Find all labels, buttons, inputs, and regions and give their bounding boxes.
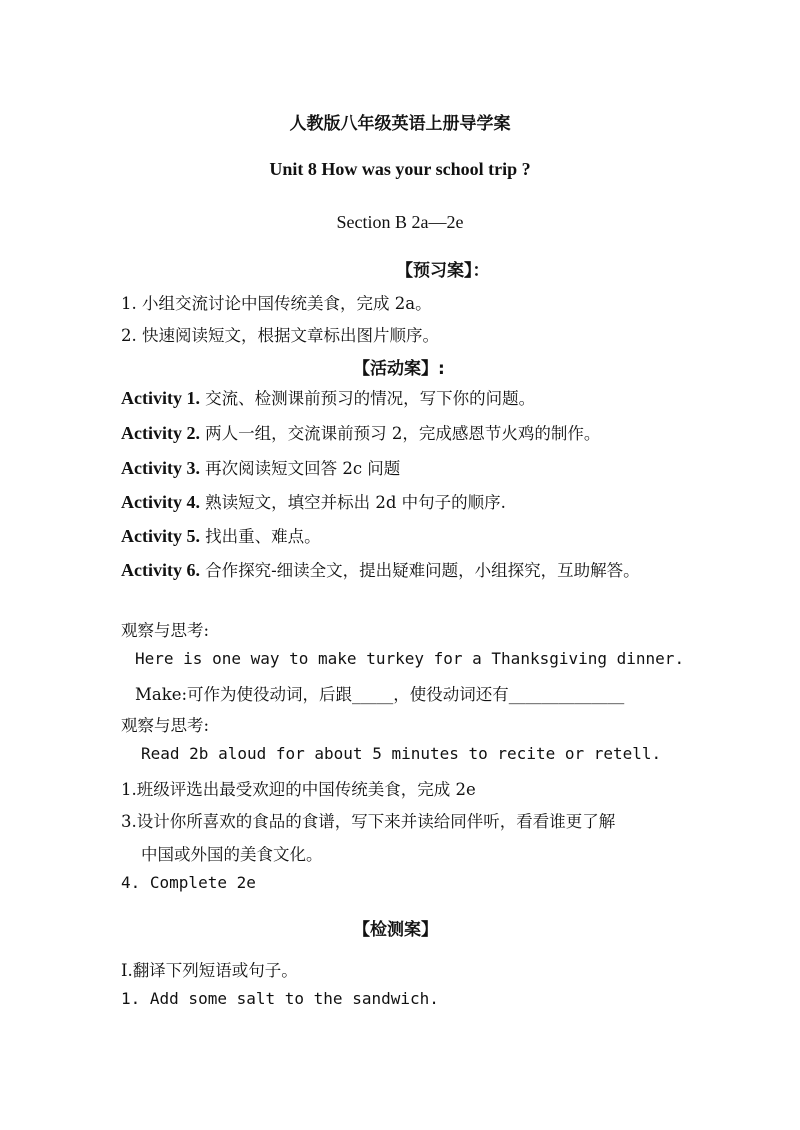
activity-2	[121, 420, 600, 444]
activity-text: 熟读短文，填空并标出 2d 中句子的顺序.	[205, 493, 506, 512]
observe-sentence-2: Read 2b aloud for about 5 minutes to recite or retell.	[141, 744, 662, 763]
activity-text: 合作探究-细读全文，提出疑难问题，小组探究，互助解答。	[205, 561, 640, 580]
activity-label: Activity 2.	[121, 423, 200, 443]
activity-6	[121, 557, 640, 581]
observe-item-3: 3.设计你所喜欢的食品的食谱，写下来并读给同伴听，看看谁更了解	[121, 812, 616, 831]
unit-title: Unit 8 How was your school trip ?	[269, 159, 531, 179]
observe-item-3-cont: 中国或外国的美食文化。	[141, 845, 323, 864]
preview-heading: 【预习案】：	[396, 261, 490, 281]
observe-item-1: 1.班级评选出最受欢迎的中国传统美食，完成 2e	[121, 780, 476, 799]
observe-heading-1: 观察与思考:	[121, 621, 210, 640]
test-heading: 【检测案】	[353, 920, 438, 940]
preview-item-2: 2. 快速阅读短文，根据文章标出图片顺序。	[121, 326, 439, 345]
activity-label: Activity 1.	[121, 388, 200, 408]
activity-text: 两人一组，交流课前预习 2，完成感恩节火鸡的制作。	[205, 424, 601, 443]
observe-sentence-1: Here is one way to make turkey for a Thanksgiving dinner.	[135, 649, 685, 668]
preview-item-1: 1. 小组交流讨论中国传统美食，完成 2a。	[121, 294, 432, 313]
observe-item-4: 4. Complete 2e	[121, 873, 256, 892]
activity-text: 交流、检测课前预习的情况，写下你的问题。	[205, 389, 536, 408]
test-item-1: 1. Add some salt to the sandwich.	[121, 989, 439, 1008]
activity-label: Activity 5.	[121, 526, 200, 546]
activity-5	[121, 523, 321, 547]
activity-3	[121, 455, 400, 479]
activity-text: 再次阅读短文回答 2c 问题	[205, 459, 401, 478]
activity-label: Activity 6.	[121, 560, 200, 580]
activity-1	[121, 385, 535, 409]
observe-heading-2: 观察与思考:	[121, 716, 210, 735]
activity-label: Activity 3.	[121, 458, 200, 478]
test-instruction: I.翻译下列短语或句子。	[121, 961, 298, 980]
activity-text: 找出重、难点。	[205, 527, 321, 546]
activity-4	[121, 489, 506, 513]
activity-heading: 【活动案】:	[353, 359, 445, 379]
section-title: Section B 2a—2e	[336, 212, 464, 232]
observe-note-1: Make:可作为使役动词，后跟_____，使役动词还有______________	[135, 685, 625, 704]
activity-label: Activity 4.	[121, 492, 200, 512]
document-title: 人教版八年级英语上册导学案	[289, 114, 511, 134]
